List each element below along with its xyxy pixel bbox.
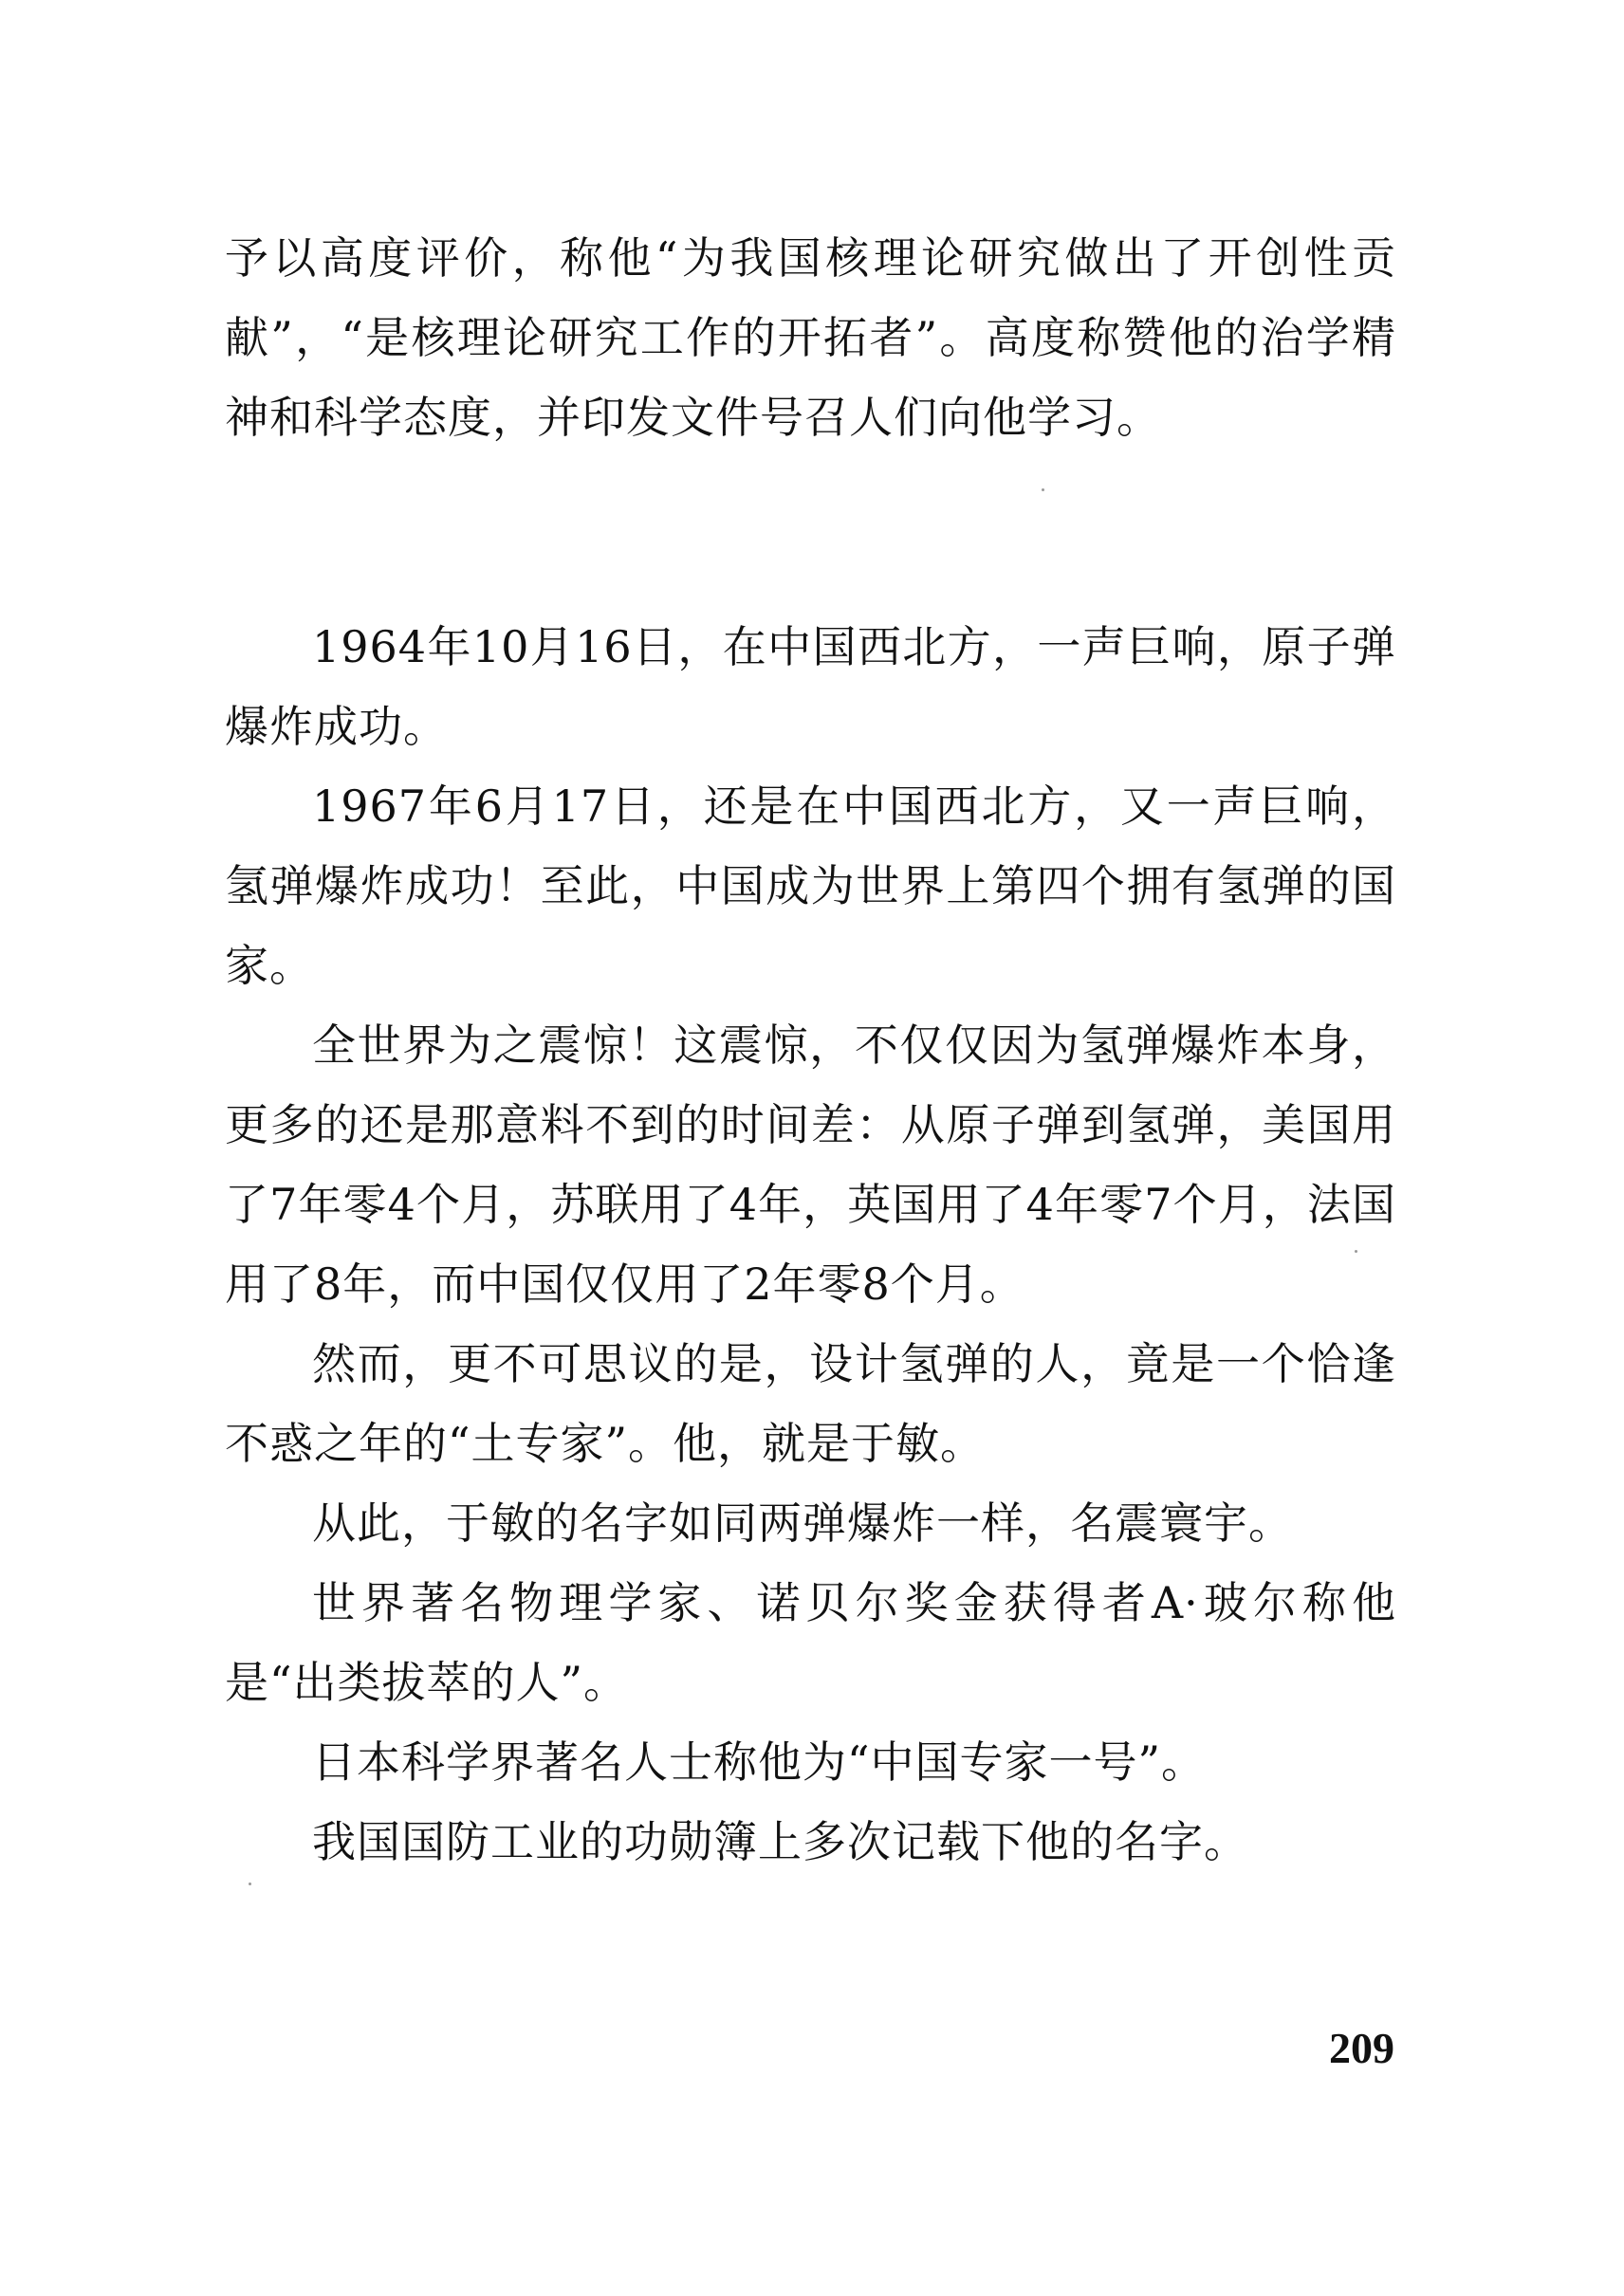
paragraph-fame: 从此，于敏的名字如同两弹爆炸一样，名震寰宇。 [312, 1497, 1293, 1549]
paragraph-hydrogen-bomb: 1967年6月17日，还是在中国西北方，又一声巨响，氢弹爆炸成功！至此，中国成为世界上第四个拥有氢弹的国家。 [225, 781, 1396, 991]
paragraph-atomic-bomb: 1964年10月16日，在中国西北方，一声巨响，原子弹爆炸成功。 [225, 621, 1396, 752]
scan-speck [1355, 1250, 1357, 1253]
main-text-block [225, 607, 1396, 1882]
paragraph-bohr-quote: 世界著名物理学家、诺贝尔奖金获得者A·玻尔称他是“出类拔萃的人”。 [225, 1577, 1396, 1708]
paragraph-honor-roll: 我国国防工业的功勋簿上多次记载下他的名字。 [312, 1816, 1248, 1867]
continued-paragraph: 予以高度评价，称他“为我国核理论研究做出了开创性贡献”，“是核理论研究工作的开拓者”。高度称赞他的治学精神和科学态度，并印发文件号召人们向他学习。 [225, 232, 1396, 443]
page-number: 209 [1329, 2024, 1394, 2072]
continued-paragraph-block [225, 218, 1396, 457]
scan-speck [249, 1883, 251, 1885]
paragraph-designer: 然而，更不可思议的是，设计氢弹的人，竟是一个恰逢不惑之年的“土专家”。他，就是于敏。 [225, 1338, 1396, 1469]
scan-speck [1042, 488, 1044, 491]
paragraph-japan-quote: 日本科学界著名人士称他为“中国专家一号”。 [312, 1736, 1207, 1788]
paragraph-world-shock: 全世界为之震惊！这震惊，不仅仅因为氢弹爆炸本身，更多的还是那意料不到的时间差：从原子弹到氢弹，美国用了7年零4个月，苏联用了4年，英国用了4年零7个月，法国用了8年，而中国仅仅用了2年零8个月。 [225, 1019, 1396, 1310]
